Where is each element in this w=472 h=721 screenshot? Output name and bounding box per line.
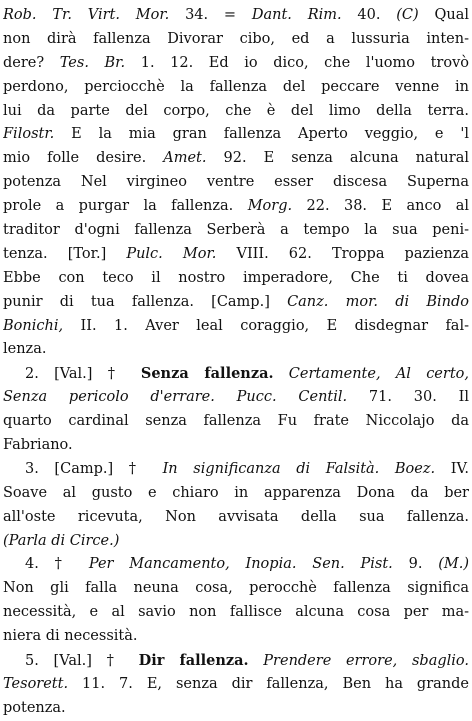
italic-text-run: Certamente, Al certo,: [288, 366, 469, 383]
text-line: [3, 291, 469, 315]
text-run: Ebbe con teco il nostro imperadore, Che ti dovea: [3, 269, 469, 286]
italic-text-run: Amet.: [163, 150, 207, 167]
text-line: [3, 243, 469, 267]
text-line: [3, 577, 469, 601]
text-run: Qual: [418, 7, 469, 23]
italic-text-run: Pulc. Mor.: [126, 245, 217, 262]
text-run: niera di necessità.: [3, 628, 138, 645]
text-line: [3, 434, 469, 458]
italic-text-run: Rob. Tr. Virt. Mor.: [3, 7, 170, 23]
text-line: [3, 100, 469, 124]
text-run: lenza.: [3, 341, 47, 358]
text-run: 11. 7. E, senza dir fallenza, Ben ha grande: [68, 675, 469, 692]
text-run: E la mia gran fallenza Aperto veggio, e 'l: [54, 126, 469, 143]
text-run: [249, 653, 264, 669]
text-line: [3, 553, 469, 577]
text-run: [274, 366, 289, 382]
italic-text-run: Filostr.: [3, 126, 55, 143]
text-run: 40.: [341, 7, 397, 23]
text-run: Non gli falla neuna cosa, perocchè fallenza significa: [3, 580, 469, 597]
text-run: necessità, e al savio non fallisce alcuna cosa per ma-: [3, 604, 469, 621]
text-run: 92. E senza alcuna natural: [206, 150, 469, 167]
text-run: Soave al gusto e chiaro in apparenza Dona da ber: [3, 484, 469, 501]
italic-text-run: (Parla di Circe.): [3, 532, 120, 549]
text-line: [3, 28, 469, 52]
text-run: potenza Nel virgineo ventre esser discesa Superna: [3, 174, 469, 191]
text-line: [3, 76, 469, 100]
italic-text-run: Tes. Br.: [59, 54, 126, 71]
text-line: [3, 530, 469, 554]
text-run: quarto cardinal senza fallenza Fu frate Niccolajo da: [3, 413, 469, 430]
text-line: [3, 697, 469, 721]
text-run: perdono, perciocchè la fallenza del peccare venne in: [3, 78, 469, 95]
text-line: [3, 171, 469, 195]
text-run: IV.: [435, 460, 469, 477]
text-line: [3, 219, 469, 243]
text-line: [3, 338, 469, 362]
text-run: II. 1. Aver leal coraggio, E disdegnar fal-: [63, 317, 469, 334]
text-run: 5. [Val.] †: [25, 653, 139, 670]
text-line: [3, 649, 469, 673]
italic-text-run: Tesorett.: [3, 675, 69, 692]
text-run: mio folle desire.: [3, 150, 164, 167]
italic-text-run: Senza pericolo d'errare. Pucc. Centil.: [3, 389, 348, 406]
text-line: [3, 315, 469, 339]
text-run: prole a purgar la fallenza.: [3, 198, 248, 215]
text-line: [3, 410, 469, 434]
text-line: [3, 123, 469, 147]
bold-headword: Dir fallenza.: [138, 652, 249, 670]
italic-text-run: Canz. mor. di Bindo: [287, 293, 469, 310]
bold-headword: Senza fallenza.: [140, 365, 274, 383]
text-line: [3, 195, 469, 219]
text-run: punir di tua fallenza. [Camp.]: [3, 293, 288, 310]
text-run: 34. =: [169, 7, 252, 23]
italic-text-run: Per Mancamento, Inopia. Sen. Pist.: [88, 556, 393, 573]
text-run: 9.: [392, 556, 439, 573]
text-run: lui da parte del corpo, che è del limo della terra.: [3, 102, 469, 119]
text-line: [3, 625, 469, 649]
text-run: non dirà fallenza Divorar cibo, ed a lussuria inten-: [3, 30, 469, 47]
text-run: Fabriano.: [3, 437, 73, 454]
italic-text-run: (M.): [438, 556, 469, 573]
text-run: traditor d'ogni fallenza Serberà a tempo la sua peni-: [3, 222, 469, 239]
text-run: all'oste ricevuta, Non avvisata della sua fallenza.: [3, 508, 469, 525]
italic-text-run: Dant. Rim.: [251, 7, 342, 23]
text-run: 2. [Val.] †: [25, 366, 141, 383]
text-run: dere?: [3, 54, 60, 71]
text-line: [3, 458, 469, 482]
text-line: [3, 267, 469, 291]
text-run: 1. 12. Ed io dico, che l'uomo trovò: [125, 54, 469, 71]
italic-text-run: Morg.: [247, 198, 293, 215]
italic-text-run: (C): [396, 7, 419, 23]
text-line: [3, 506, 469, 530]
text-line: [3, 362, 469, 386]
text-line: [3, 482, 469, 506]
text-line: [3, 4, 469, 28]
italic-text-run: Bonichi,: [3, 317, 64, 334]
text-run: 4. †: [25, 556, 89, 573]
text-line: [3, 147, 469, 171]
text-run: tenza. [Tor.]: [3, 245, 127, 262]
text-run: 3. [Camp.] †: [25, 460, 163, 477]
text-run: 22. 38. E anco al: [292, 198, 469, 215]
text-run: potenza.: [3, 699, 66, 716]
text-line: [3, 673, 469, 697]
text-line: [3, 386, 469, 410]
text-line: [3, 52, 469, 76]
italic-text-run: Prendere errore, sbaglio.: [263, 653, 469, 670]
text-run: 71. 30. Il: [347, 389, 469, 406]
text-run: VIII. 62. Troppa pazienza: [216, 245, 469, 262]
dictionary-entry-text: [3, 4, 469, 721]
text-line: [3, 601, 469, 625]
italic-text-run: In significanza di Falsità. Boez.: [162, 460, 436, 477]
